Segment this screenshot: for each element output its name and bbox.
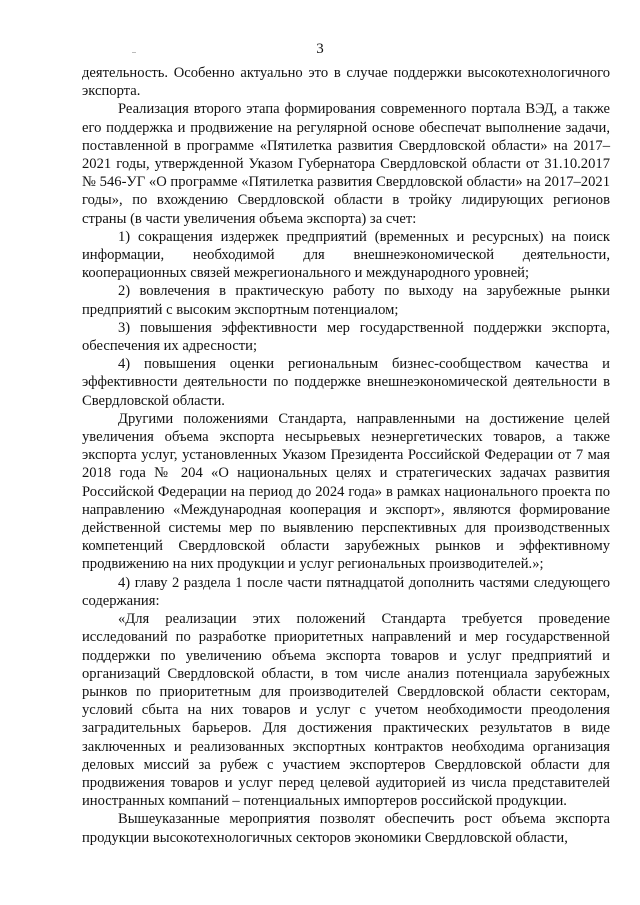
list-item: 3) повышения эффективности мер государственной поддержки экспорта, обеспечения их адресности; [82,319,610,355]
document-body [82,64,610,847]
paragraph: Реализация второго этапа формирования современного портала ВЭД, а также его поддержка и продвижение на регулярной основе обеспечат выполнение задачи, поставленной в программе «Пятилетка развития Свердловской области» на 2017–2021 годы, утвержденной Указом Губернатора Свердловской области от 31.10.2017 № 546-УГ «О программе «Пятилетка развития Свердловской области» на 2017–2021 годы», по вхождению Свердловской области в тройку лидирующих регионов страны (в части увеличения объема экспорта) за счет: [82,101,610,227]
paragraph: Другими положениями Стандарта, направленными на достижение целей увеличения объема экспорта несырьевых неэнергетических товаров, а также экспорта услуг, установленных Указом Президента Российской Федерации от 7 мая 2018 года № 204 «О национальных целях и стратегических задачах развития Российской Федерации на период до 2024 года» в рамках национального проекта по направлению «Международная кооперация и экспорт», являются формирование действенной системы мер по выявлению перспективных для производственных компетенций Свердловской области зарубежных рынков и эффективному продвижению на них продукции и услуг региональных производителей.»; [82,410,610,573]
list-item: 2) вовлечения в практическую работу по выходу на зарубежные рынки предприятий с высоким экспортным потенциалом; [82,283,610,318]
scan-artifact [132,52,136,53]
paragraph: деятельность. Особенно актуально это в случае поддержки высокотехнологичного экспорта. [82,65,610,100]
list-item: 4) повышения оценки региональным бизнес-сообществом качества и эффективности деятельности по поддержке внешнеэкономической деятельности в Свердловской области. [82,356,610,409]
quoted-paragraph: «Для реализации этих положений Стандарта требуется проведение исследований по разработке приоритетных направлений и мер государственной поддержки по увеличению объема экспорта товаров и услуг предприятий и организаций Свердловской области, в том числе анализ потенциала зарубежных рынков по приоритетным для производителей Свердловской области секторам, условий сбыта на них товаров и услуг с учетом необходимости преодоления заградительных барьеров. Для достижения практических результатов в виде заключенных и реализованных экспортных контрактов необходима организация деловых миссий за рубеж с участием экспортеров Свердловской области для продвижения товаров и услуг перед целевой аудиторией из числа представителей иностранных компаний – потенциальных импортеров российской продукции. [82,611,610,810]
page-number: 3 [316,41,324,57]
paragraph: Вышеуказанные мероприятия позволят обеспечить рост объема экспорта продукции высокотехнологичных секторов экономики Свердловской области, [82,811,610,846]
list-item: 1) сокращения издержек предприятий (временных и ресурсных) на поиск информации, необходимой для внешнеэкономической деятельности, кооперационных связей межрегионального и международного уровней; [82,228,610,282]
list-item: 4) главу 2 раздела 1 после части пятнадцатой дополнить частями следующего содержания: [82,574,610,609]
